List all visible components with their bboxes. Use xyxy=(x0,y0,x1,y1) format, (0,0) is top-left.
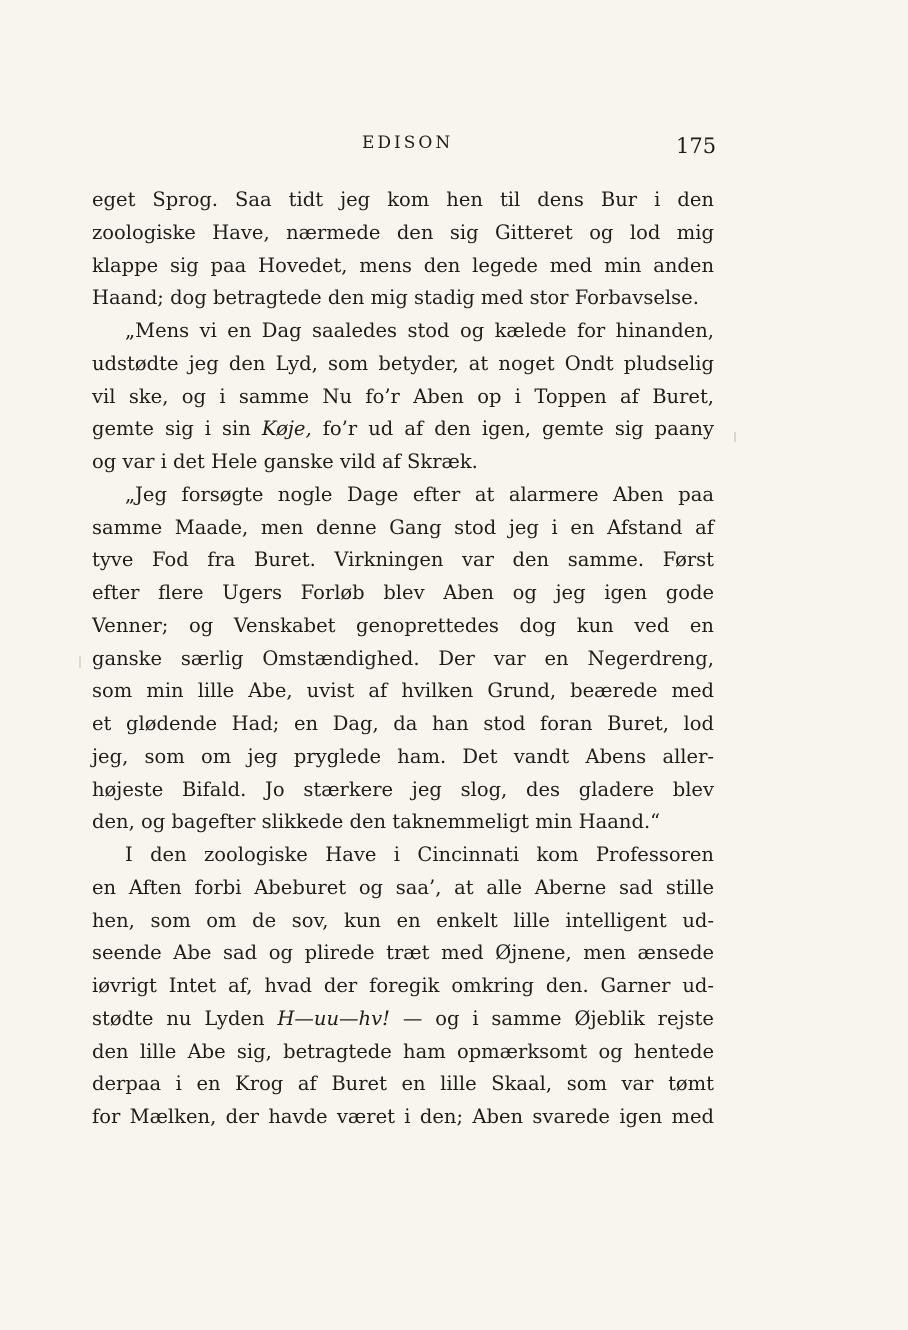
text-line: en Aften forbi Abeburet og saa’, at alle Aberne sad stille xyxy=(92,875,714,899)
italic-word: H—uu—hv! xyxy=(277,1006,390,1030)
text-line: „Jeg forsøgte nogle Dage efter at alarmere Aben paa xyxy=(125,482,714,506)
text-line: udstødte jeg den Lyd, som betyder, at noget Ondt pludselig xyxy=(92,351,714,375)
text-line: et glødende Had; en Dag, da han stod foran Buret, lod xyxy=(92,712,714,735)
text-line: højeste Bifald. Jo stærkere jeg slog, des gladere blev xyxy=(92,777,714,801)
running-head xyxy=(0,132,908,160)
text-line: den lille Abe sig, betragtede ham opmærksomt og hentede xyxy=(92,1039,714,1063)
body-text xyxy=(92,184,714,1134)
text-line: vil ske, og i samme Nu fo’r Aben op i Toppen af Buret, xyxy=(92,384,714,408)
text-line: klappe sig paa Hovedet, mens den legede med min anden xyxy=(92,253,714,277)
text-line: eget Sprog. Saa tidt jeg kom hen til dens Bur i den xyxy=(92,188,714,211)
text-segment: fo’r ud af den igen, gemte sig paany xyxy=(311,417,714,441)
text-line xyxy=(92,413,714,446)
text-line: jeg, som om jeg pryglede ham. Det vandt Abens aller- xyxy=(92,744,714,768)
text-line: ganske særlig Omstændighed. Der var en Negerdreng, xyxy=(92,646,714,670)
paper-speck xyxy=(734,432,736,442)
text-line: den, og bagefter slikkede den taknemmeligt min Haand.“ xyxy=(92,810,661,834)
text-line: derpaa i en Krog af Buret en lille Skaal, som var tømt xyxy=(92,1072,714,1096)
text-line: samme Maade, men denne Gang stod jeg i en Afstand af xyxy=(92,515,714,539)
text-line: efter flere Ugers Forløb blev Aben og jeg igen gode xyxy=(92,581,714,604)
text-line: „Mens vi en Dag saaledes stod og kælede for hinanden, xyxy=(125,319,714,342)
text-segment: stødte nu Lyden xyxy=(92,1006,278,1030)
text-line: Venner; og Venskabet genoprettedes dog kun ved en xyxy=(92,613,714,637)
text-line: for Mælken, der havde været i den; Aben svarede igen med xyxy=(92,1105,714,1128)
text-line: og var i det Hele ganske vild af Skræk. xyxy=(92,450,478,473)
text-line: som min lille Abe, uvist af hvilken Grund, beærede med xyxy=(92,679,714,703)
text-line: iøvrigt Intet af, hvad der foregik omkring den. Garner ud- xyxy=(92,974,714,997)
text-line: zoologiske Have, nærmede den sig Gitteret og lod mig xyxy=(92,220,714,244)
text-line: seende Abe sad og plirede træt med Øjnene, men ænsede xyxy=(92,941,714,965)
page-number: 175 xyxy=(676,134,717,158)
text-line: Haand; dog betragtede den mig stadig med stor Forbavselse. xyxy=(92,286,699,310)
italic-word: Køje, xyxy=(261,417,312,441)
running-title: EDISON xyxy=(362,133,454,153)
text-line xyxy=(92,1003,714,1036)
paper-speck xyxy=(79,656,81,668)
text-line: I den zoologiske Have i Cincinnati kom Professoren xyxy=(125,843,714,866)
text-segment: gemte sig i sin xyxy=(92,417,262,441)
text-line: tyve Fod fra Buret. Virkningen var den samme. Først xyxy=(92,548,714,572)
text-line: hen, som om de sov, kun en enkelt lille intelligent ud- xyxy=(92,908,714,932)
text-segment: — og i samme Øjeblik rejste xyxy=(389,1006,714,1030)
